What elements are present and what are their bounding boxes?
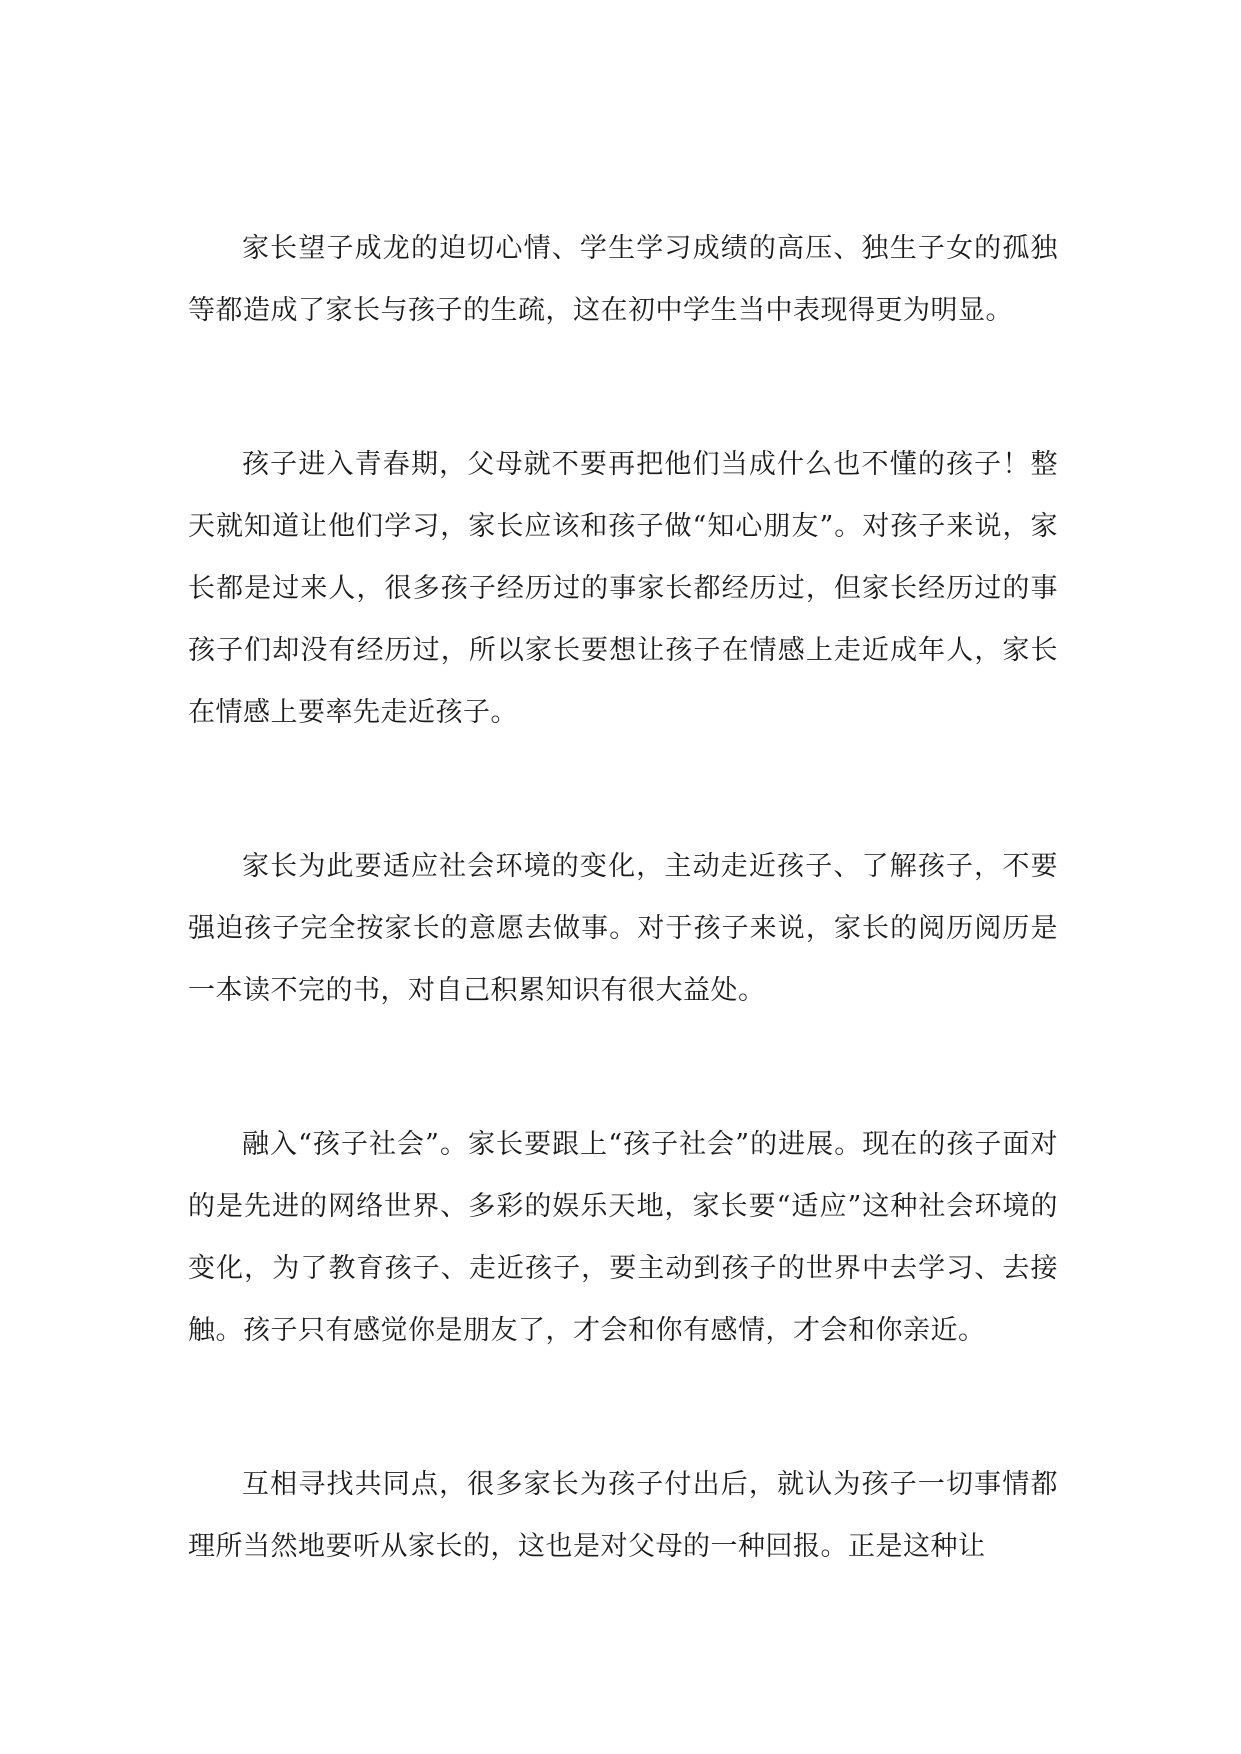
paragraph-4: 融入“孩子社会”。家长要跟上“孩子社会”的进展。现在的孩子面对的是先进的网络世界、多彩的娱乐天地，家长要“适应”这种社会环境的变化，为了教育孩子、走近孩子，要主动到孩子的世界中去学习、去接触。孩子只有感觉你是朋友了，才会和你有感情，才会和你亲近。: [188, 1129, 1058, 1346]
document-body: [188, 218, 1058, 1578]
paragraph-5: 互相寻找共同点，很多家长为孩子付出后，就认为孩子一切事情都理所当然地要听从家长的，这也是对父母的一种回报。正是这种让: [188, 1469, 1058, 1562]
paragraph-1: 家长望子成龙的迫切心情、学生学习成绩的高压、独生子女的孤独等都造成了家长与孩子的生疏，这在初中学生当中表现得更为明显。: [188, 233, 1058, 326]
paragraph-3: 家长为此要适应社会环境的变化，主动走近孩子、了解孩子，不要强迫孩子完全按家长的意愿去做事。对于孩子来说，家长的阅历阅历是一本读不完的书，对自己积累知识有很大益处。: [188, 851, 1058, 1006]
paragraph-2: 孩子进入青春期，父母就不要再把他们当成什么也不懂的孩子！整天就知道让他们学习，家长应该和孩子做“知心朋友”。对孩子来说，家长都是过来人，很多孩子经历过的事家长都经历过，但家长经历过的事孩子们却没有经历过，所以家长要想让孩子在情感上走近成年人，家长在情感上要率先走近孩子。: [188, 449, 1058, 728]
